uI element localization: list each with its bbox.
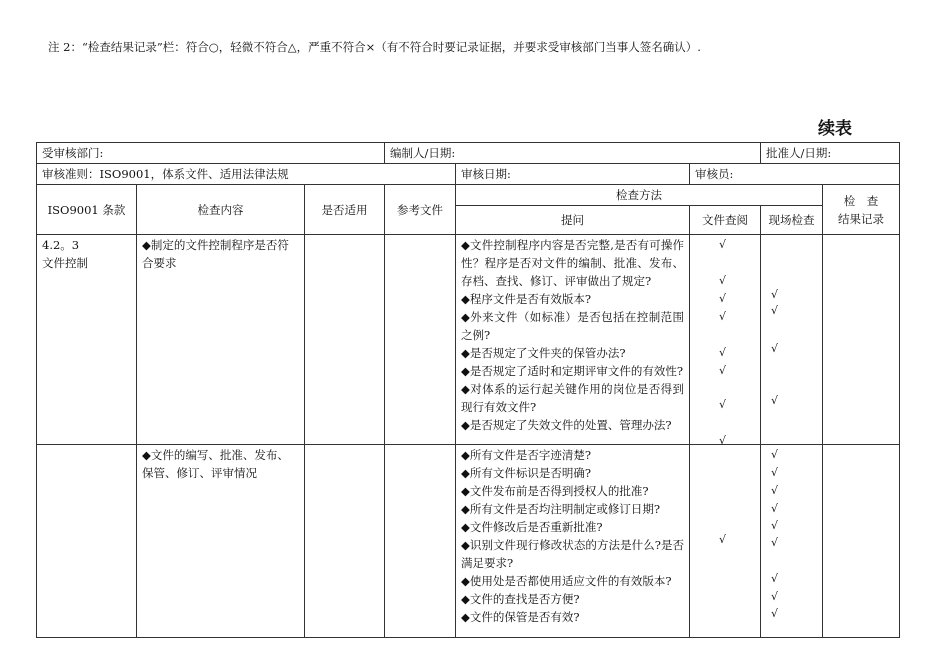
result-cell xyxy=(823,445,900,638)
questions-cell xyxy=(456,445,690,638)
approver-cell xyxy=(761,143,900,164)
reference-cell xyxy=(385,445,456,638)
col-doc-review-header: 文件查阅 xyxy=(690,206,761,235)
question-item: ◆是否规定了文件夹的保管办法? xyxy=(461,346,626,360)
question-item: ◆所有文件是否字迹清楚? xyxy=(461,448,592,462)
content-cell: ◆制定的文件控制程序是否符合要求 xyxy=(137,235,305,445)
check-mark: √ xyxy=(719,434,727,447)
clause-cell xyxy=(37,445,137,638)
table-row xyxy=(37,235,900,445)
check-mark: √ xyxy=(771,304,779,317)
check-mark: √ xyxy=(771,394,779,407)
col-result-header xyxy=(823,185,900,235)
question-item: ◆文件的查找是否方便? xyxy=(461,592,580,606)
criteria-label: 审核准则：ISO9001，体系文件、适用法律法规 xyxy=(42,167,289,181)
question-item: ◆是否规定了失效文件的处置、管理办法? xyxy=(461,418,672,432)
check-mark: √ xyxy=(771,342,779,355)
check-mark: √ xyxy=(771,288,779,301)
check-mark: √ xyxy=(771,607,779,620)
col-result-line1: 检 查 xyxy=(843,193,879,208)
clause-name: 文件控制 xyxy=(42,256,88,270)
question-item: ◆使用处是否都使用适应文件的有效版本? xyxy=(461,574,672,588)
question-item: ◆程序文件是否有效版本? xyxy=(461,292,592,306)
editor-label: 编制人/日期: xyxy=(390,146,456,160)
question-item: ◆是否规定了适时和定期评审文件的有效性? xyxy=(461,364,684,378)
onsite-cell xyxy=(761,235,823,445)
question-item: ◆文件控制程序内容是否完整,是否有可操作性？程序是否对文件的编制、批准、发布、存档、查找、修订、评审做出了规定? xyxy=(461,238,684,288)
questions-cell xyxy=(456,235,690,445)
check-mark: √ xyxy=(771,448,779,461)
continued-title: 续表 xyxy=(818,119,852,139)
dept-cell xyxy=(37,143,385,164)
question-item: ◆对体系的运行起关键作用的岗位是否得到现行有效文件? xyxy=(461,382,684,414)
question-item: ◆所有文件标识是否明确? xyxy=(461,466,592,480)
auditor-cell xyxy=(690,164,900,185)
onsite-cell xyxy=(761,445,823,638)
check-mark: √ xyxy=(771,536,779,549)
result-cell xyxy=(823,235,900,445)
check-mark: √ xyxy=(719,310,727,323)
check-mark: √ xyxy=(771,590,779,603)
col-reference-header: 参考文件 xyxy=(385,185,456,235)
criteria-cell xyxy=(37,164,456,185)
applicable-cell xyxy=(305,445,385,638)
question-item: ◆识别文件现行修改状态的方法是什么?是否满足要求? xyxy=(461,538,684,570)
check-mark: √ xyxy=(719,346,727,359)
question-item: ◆文件的保管是否有效? xyxy=(461,610,580,624)
check-mark: √ xyxy=(771,502,779,515)
applicable-cell xyxy=(305,235,385,445)
clause-number: 4.2。3 xyxy=(42,238,80,252)
auditor-label: 审核员: xyxy=(695,167,734,181)
check-mark: √ xyxy=(719,274,727,287)
check-mark: √ xyxy=(771,466,779,479)
check-mark: √ xyxy=(719,238,727,251)
check-mark: √ xyxy=(719,533,727,546)
col-applicable-header: 是否适用 xyxy=(305,185,385,235)
col-method-header: 检查方法 xyxy=(456,185,823,206)
question-item: ◆文件发布前是否得到授权人的批准? xyxy=(461,484,649,498)
doc-review-cell xyxy=(690,445,761,638)
question-item: ◆外来文件（如标准）是否包括在控制范围之例? xyxy=(461,310,684,342)
col-content-header: 检查内容 xyxy=(137,185,305,235)
question-item: ◆所有文件是否均注明制定或修订日期? xyxy=(461,502,661,516)
clause-cell xyxy=(37,235,137,445)
check-mark: √ xyxy=(719,292,727,305)
audit-date-label: 审核日期: xyxy=(461,167,511,181)
content-cell: ◆文件的编写、批准、发布、保管、修订、评审情况 xyxy=(137,445,305,638)
audit-date-cell xyxy=(456,164,690,185)
col-onsite-header: 现场检查 xyxy=(761,206,823,235)
audit-checklist-table xyxy=(36,142,900,638)
editor-cell xyxy=(385,143,761,164)
reference-cell xyxy=(385,235,456,445)
col-result-line2: 结果记录 xyxy=(838,211,885,226)
question-item: ◆文件修改后是否重新批准? xyxy=(461,520,603,534)
audit-note: 注 2：“检查结果记录”栏：符合○，轻微不符合△，严重不符合×（有不符合时要记录证据，并要求受审核部门当事人签名确认）. xyxy=(48,40,701,54)
doc-review-cell xyxy=(690,235,761,445)
check-mark: √ xyxy=(771,484,779,497)
approver-label: 批准人/日期: xyxy=(766,146,832,160)
col-clause-header: ISO9001 条款 xyxy=(37,185,137,235)
check-mark: √ xyxy=(719,364,727,377)
check-mark: √ xyxy=(771,519,779,532)
col-question-header: 提问 xyxy=(456,206,690,235)
table-row xyxy=(37,445,900,638)
check-mark: √ xyxy=(719,398,727,411)
dept-label: 受审核部门: xyxy=(42,146,104,160)
check-mark: √ xyxy=(771,572,779,585)
